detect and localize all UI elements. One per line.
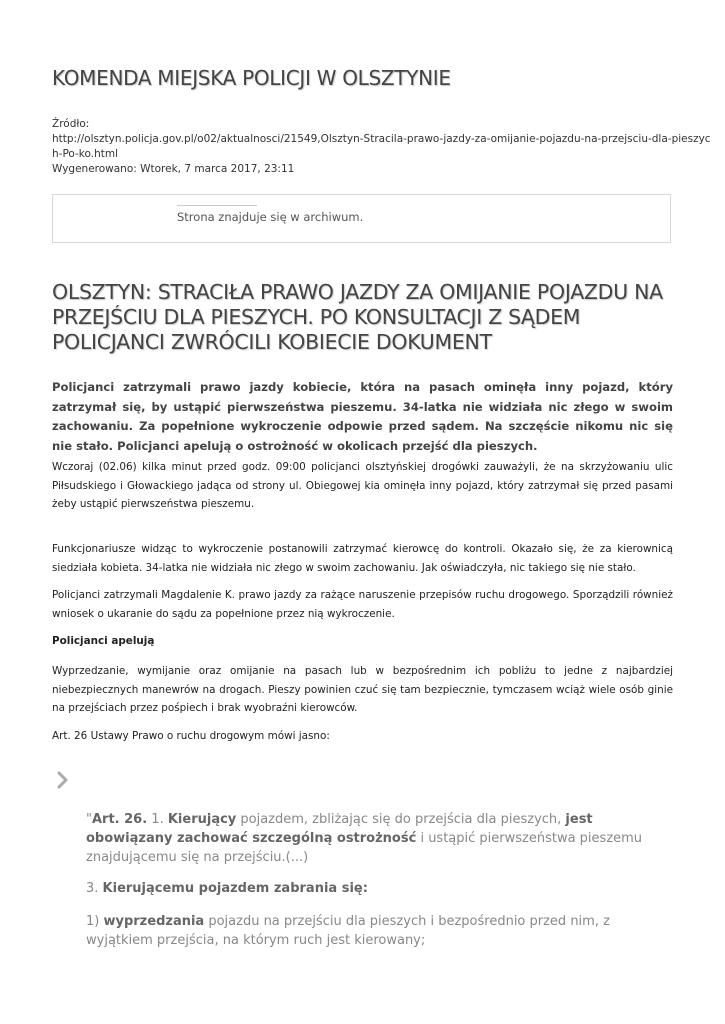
quote-article-26-item-1	[86, 810, 673, 867]
quote-item-number: 1.	[147, 812, 168, 827]
source-url-line-1: http://olsztyn.policja.gov.pl/o02/aktualnosci/21549,Olsztyn-Stracila-prawo-jazdy-za-omijanie-pojazdu-na-przejsciu-dla-pieszyc	[52, 133, 711, 145]
quote-text: i ustąpić pierwszeństwa pieszemu znajdującemu się na przejściu.(...)	[86, 831, 643, 865]
article-subheading: Policjanci apelują	[52, 635, 155, 647]
article-paragraph-1: Wczoraj (02.06) kilka minut przed godz. 09:00 policjanci olsztyńskiej drogówki zauważyli, że na skrzyżowaniu ulic Piłsudskiego i Głowackiego jadąca od strony ul. Obiegowej kia ominęła inny pojazd, który zatrzymał się przed pasami żeby ustąpić pierwszeństwa pieszemu.	[52, 461, 673, 510]
archive-notice-box	[52, 194, 671, 243]
quote-bold-text: Kierujący	[167, 812, 237, 827]
archive-divider	[177, 205, 257, 206]
generated-date: Wygenerowano: Wtorek, 7 marca 2017, 23:11	[52, 163, 295, 175]
article-paragraph-4: Wyprzedzanie, wymijanie oraz omijanie na pasach lub w bezpośrednim ich pobliżu to jedne z najbardziej niebezpiecznych manewrów na drogach. Pieszy powinien czuć się tam bezpiecznie, tymczasem wciąż wiele osób ginie na przejściach przez pośpiech i brak wyobraźni kierowców.	[52, 665, 673, 714]
archive-notice-text: Strona znajduje się w archiwum.	[177, 210, 364, 224]
quote-bold-text: jest obowiązany zachować szczególną ostrożność	[86, 812, 593, 846]
article-paragraph-2: Funkcjonariusze widząc to wykroczenie postanowili zatrzymać kierowcę do kontroli. Okazało się, że za kierownicą siedziała kobieta. 34-latka nie widziała nic złego w swoim zachowaniu. Jak oświadczyła, nic takiego się nie stało.	[52, 543, 673, 574]
quote-article-26-item-3-1	[86, 912, 673, 950]
quote-text: pojazdu na przejściu dla pieszych i bezpośrednio przed nim, z wyjątkiem przejścia, na którym ruch jest kierowany;	[86, 914, 610, 948]
quote-bold-text: Kierującemu pojazdem zabrania się:	[102, 881, 368, 896]
quote-mark: "	[86, 812, 92, 827]
source-meta	[52, 117, 711, 177]
site-title: KOMENDA MIEJSKA POLICJI W OLSZTYNIE	[52, 66, 451, 90]
chevron-right-icon	[56, 770, 70, 790]
article-paragraph-3: Policjanci zatrzymali Magdalenie K. prawo jazdy za rażące naruszenie przepisów ruchu drogowego. Sporządzili również wniosek o ukaranie do sądu za popełnione przez nią wykroczenie.	[52, 589, 673, 620]
quote-bold-text: wyprzedzania	[103, 914, 205, 929]
quote-article-26-item-3	[86, 879, 673, 898]
quote-art-label: Art. 26.	[91, 812, 148, 827]
article-lead: Policjanci zatrzymali prawo jazdy kobiecie, która na pasach ominęła inny pojazd, który zatrzymał się, by ustąpić pierwszeństwa pieszemu. 34-latka nie widziała nic złego w swoim zachowaniu. Za popełnione wykroczenie odpowie przed sądem. Na szczęście nikomu nic się nie stało. Policjanci apelują o ostrożność w okolicach przejść dla pieszych.	[52, 380, 673, 453]
article-title: OLSZTYN: STRACIŁA PRAWO JAZDY ZA OMIJANIE POJAZDU NA PRZEJŚCIU DLA PIESZYCH. PO KONSULTACJI Z SĄDEM POLICJANCI ZWRÓCILI KOBIECIE DOKUMENT	[52, 280, 663, 354]
source-label: Źródło:	[52, 118, 90, 130]
source-url-line-2: h-Po-ko.html	[52, 148, 119, 160]
quote-item-number: 3.	[86, 881, 103, 896]
article-paragraph-5: Art. 26 Ustawy Prawo o ruchu drogowym mówi jasno:	[52, 730, 330, 742]
quote-text: pojazdem, zbliżając się do przejścia dla pieszych,	[236, 812, 566, 827]
quote-item-number: 1)	[86, 914, 104, 929]
